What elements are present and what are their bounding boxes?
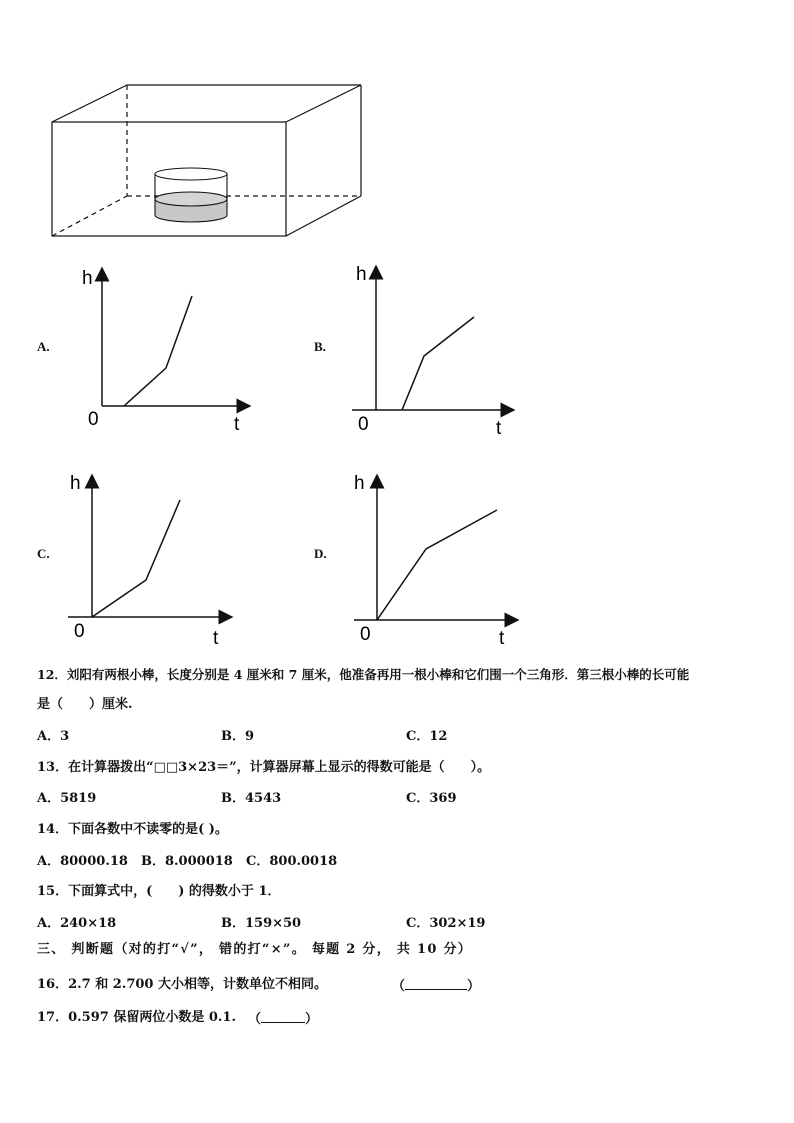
graph-d-h-label: h (354, 473, 365, 494)
q16-answer-blank[interactable] (392, 977, 480, 995)
graph-a (78, 262, 258, 437)
option-d-label: D. (314, 546, 327, 561)
q15-option-c[interactable]: C．302×19 (406, 916, 486, 931)
graph-c-t-label: t (213, 628, 219, 647)
q14-option-c[interactable]: C．800.0018 (246, 854, 338, 869)
option-c-label: C. (37, 546, 50, 561)
q16-paren-open: （ (392, 979, 406, 994)
graph-c-curve (92, 500, 180, 617)
graph-d-curve (377, 510, 497, 620)
q16-paren-close: ） (467, 979, 481, 994)
graph-b-t-label: t (496, 418, 502, 438)
graph-a-h-label: h (82, 268, 93, 289)
q12-option-b[interactable]: B．9 (221, 729, 255, 744)
q15-option-a[interactable]: A．240×18 (37, 916, 117, 931)
graph-c (62, 467, 242, 647)
q13-option-c[interactable]: C．369 (406, 791, 457, 806)
option-a-label: A. (37, 339, 50, 354)
graph-b-curve (402, 317, 474, 410)
option-b-label: B. (314, 339, 326, 354)
q12-option-a[interactable]: A．3 (37, 729, 70, 744)
graph-d (350, 467, 530, 647)
graph-a-origin: 0 (88, 409, 99, 430)
q17-blank-line[interactable] (261, 1010, 305, 1023)
graph-a-curve (124, 296, 192, 406)
box-cylinder-figure (0, 0, 794, 250)
graph-b (350, 258, 530, 438)
graph-c-origin: 0 (74, 621, 85, 642)
q15-text: 15．下面算式中，( ) 的得数小于 1． (37, 884, 281, 899)
q14-option-b[interactable]: B．8.000018 (141, 854, 233, 869)
q13-option-a[interactable]: A．5819 (37, 791, 97, 806)
q12-line2: 是（ ）厘米. (37, 697, 133, 712)
q13-option-b[interactable]: B．4543 (221, 791, 282, 806)
q17-paren-open: （ (248, 1012, 262, 1027)
q15-option-b[interactable]: B．159×50 (221, 916, 302, 931)
graph-b-h-label: h (356, 264, 367, 285)
q16-text: 16．2.7 和 2.700 大小相等，计数单位不相同。 (37, 977, 327, 992)
q12-line1: 12．刘阳有两根小棒，长度分别是 4 厘米和 7 厘米，他准备再用一根小棒和它们围一个三角形．第三根小棒的长可能 (37, 667, 690, 682)
q17-paren-close: ） (305, 1012, 319, 1027)
q12-option-c[interactable]: C．12 (406, 729, 448, 744)
q14-text: 14．下面各数中不读零的是( )。 (37, 822, 228, 837)
q13-text: 13．在计算器拨出“□□3×23＝”，计算器屏幕上显示的得数可能是（ ）。 (37, 760, 491, 775)
graph-a-t-label: t (234, 414, 240, 435)
q14-option-a[interactable]: A．80000.18 (37, 854, 128, 869)
graph-b-origin: 0 (358, 414, 369, 435)
graph-d-t-label: t (499, 628, 505, 647)
q17-text: 17．0.597 保留两位小数是 0.1. (37, 1010, 236, 1025)
graph-c-h-label: h (70, 473, 81, 494)
graph-d-origin: 0 (360, 624, 371, 645)
section-3-title: 三、 判断题（对的打“√”， 错的打“×”。 每题 2 分， 共 10 分） (37, 942, 473, 957)
q17-answer-blank[interactable] (248, 1010, 318, 1028)
q16-blank-line[interactable] (405, 977, 467, 990)
cylinder (155, 168, 227, 222)
